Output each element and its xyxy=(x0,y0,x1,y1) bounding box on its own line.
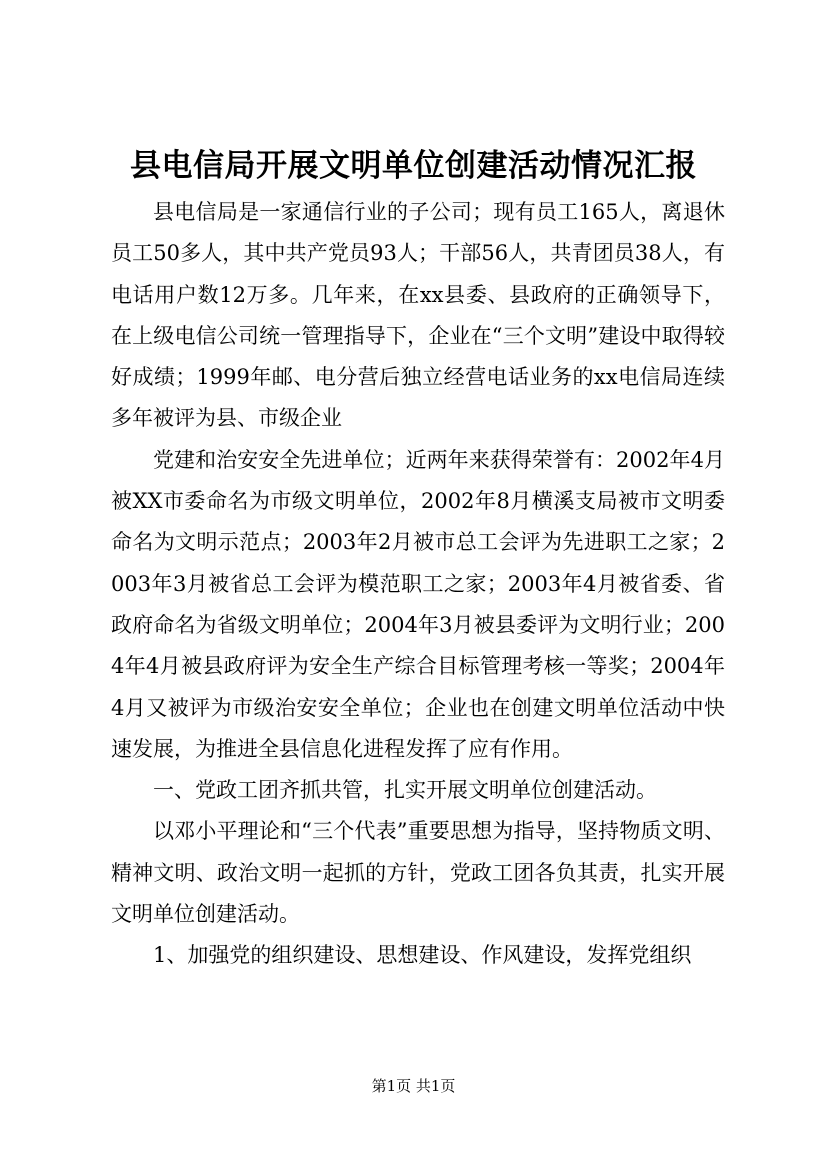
page-footer: 第1页 共1页 xyxy=(371,1077,456,1095)
body-paragraph: 以邓小平理论和“三个代表”重要思想为指导，坚持物质文明、精神文明、政治文明一起抓的方针，党政工团各负其责，扎实开展文明单位创建活动。 xyxy=(111,819,725,927)
document-title: 县电信局开展文明单位创建活动情况汇报 xyxy=(130,148,697,184)
body-paragraph: 党建和治安安全先进单位；近两年来获得荣誉有：2002年4月被XX市委命名为市级文明单位，2002年8月横溪支局被市文明委命名为文明示范点；2003年2月被市总工会评为先进职工之家；2003年3月被省总工会评为模范职工之家；2003年4月被省委、省政府命名为省级文明单位；2004年3月被县委评为文明行业；2004年4月被县政府评为安全生产综合目标管理考核一等奖；2004年4月又被评为市级治安安全单位；企业也在创建文明单位活动中快速发展，为推进全县信息化进程发挥了应有作用。 xyxy=(111,447,725,761)
section-heading: 一、党政工团齐抓共管，扎实开展文明单位创建活动。 xyxy=(153,778,657,803)
document-body xyxy=(111,192,725,977)
body-paragraph: 1、加强党的组织建设、思想建设、作风建设，发挥党组织 xyxy=(153,943,692,968)
body-paragraph: 县电信局是一家通信行业的子公司；现有员工165人，离退休员工50多人，其中共产党员93人；干部56人，共青团员38人，有电话用户数12万多。几年来，在xx县委、县政府的正确领导下，在上级电信公司统一管理指导下，企业在“三个文明”建设中取得较好成绩；1999年邮、电分营后独立经营电话业务的xx电信局连续多年被评为县、市级企业 xyxy=(111,200,725,431)
